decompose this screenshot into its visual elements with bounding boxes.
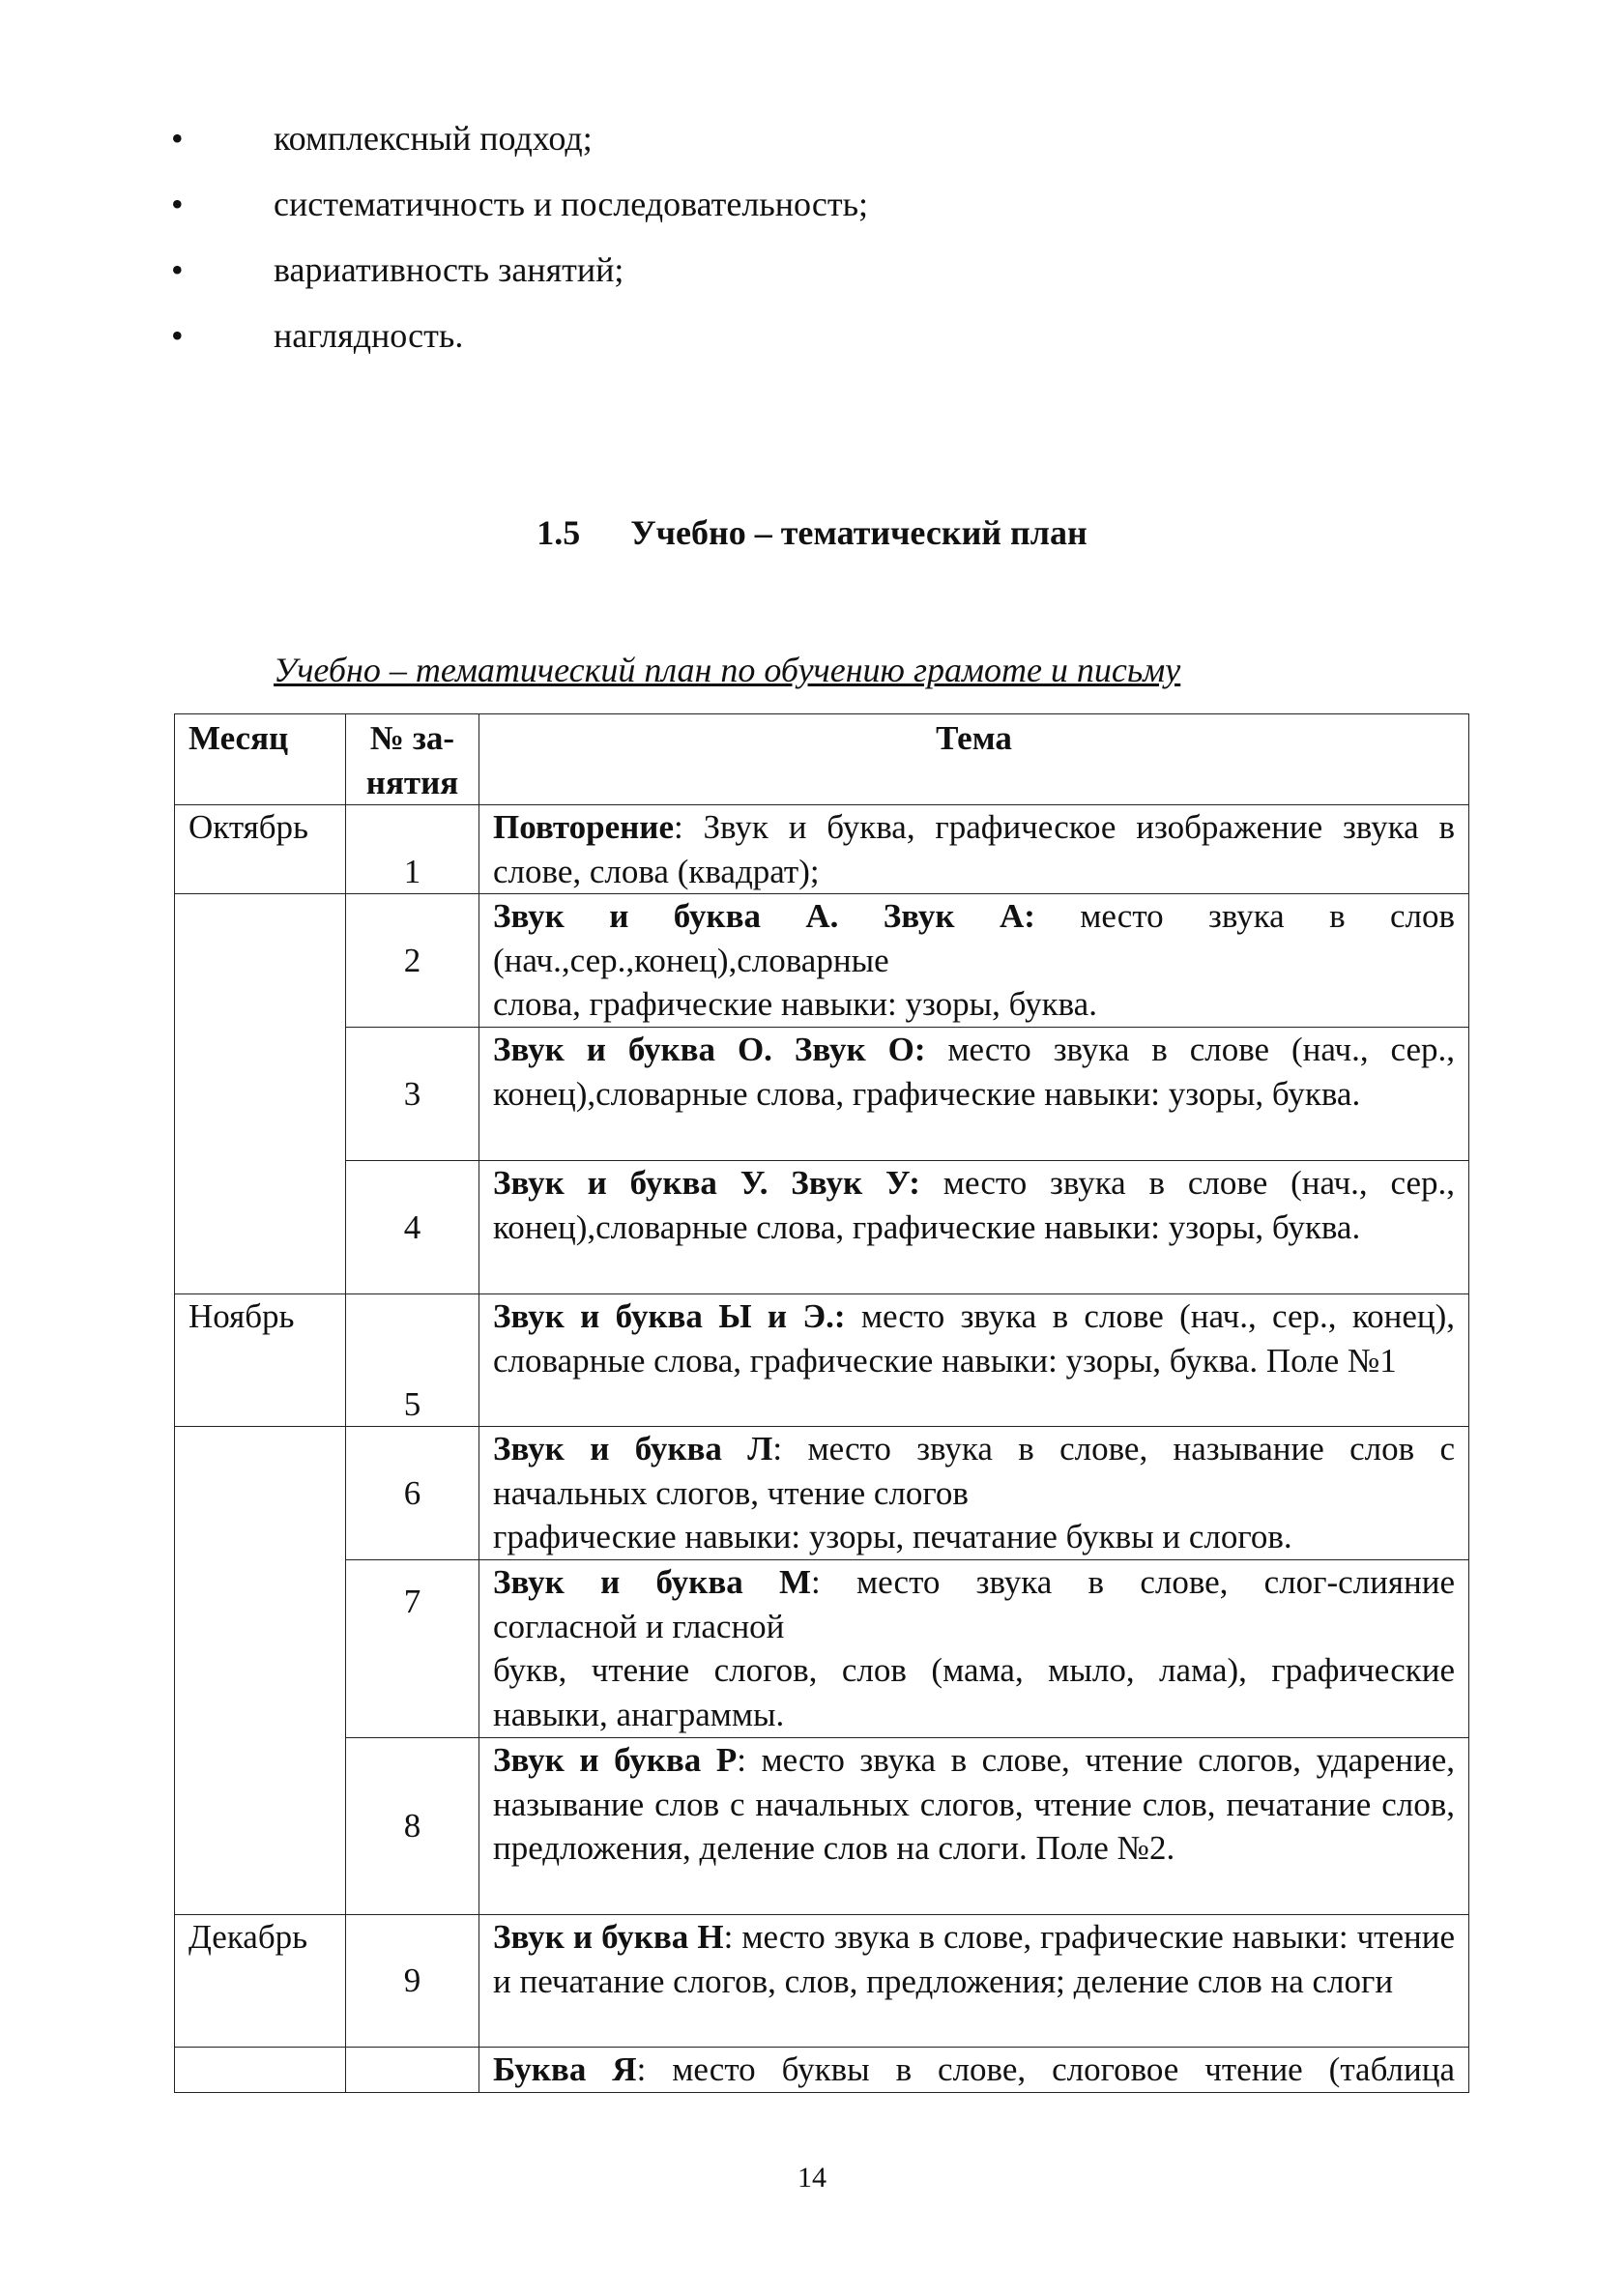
lesson-number: 1 (346, 805, 479, 894)
topic-title: Звук и буква Р (493, 1741, 738, 1779)
table-row (175, 1294, 1469, 1427)
topic-text: место звука в слове (нач., сер., конец),словарные слова, графические навыки: узоры, буква. (493, 1031, 1455, 1113)
topic-title: Звук и буква Л (493, 1430, 773, 1468)
topic-cell (479, 1427, 1469, 1560)
section-number: 1.5 (536, 513, 581, 552)
topic-text: место звука в слов (1034, 897, 1455, 935)
table-row (175, 1560, 1469, 1738)
list-item (171, 311, 868, 377)
topic-cell (479, 2048, 1469, 2093)
topic-title: Звук и буква Ы и Э.: (493, 1297, 846, 1335)
topic-cell (479, 805, 1469, 894)
topic-line: букв, чтение слогов, слов (мама, мыло, лама), графические навыки, анаграммы. (493, 1651, 1455, 1733)
topic-line (493, 1427, 1455, 1471)
topic-line: начальных слогов, чтение слогов (493, 1473, 969, 1512)
topic-cell (479, 1915, 1469, 2048)
header-lesson-number: № за-нятия (346, 714, 479, 805)
table-row (175, 1738, 1469, 1915)
topic-line (493, 1560, 1455, 1605)
topic-cell (479, 1161, 1469, 1294)
list-item-text: систематичность и последовательность; (274, 185, 869, 223)
topic-line: (нач.,сер.,конец),словарные (493, 941, 889, 979)
topic-cell (479, 1560, 1469, 1738)
topic-cell (479, 1294, 1469, 1427)
bullet-icon: • (171, 316, 184, 355)
lesson-number (346, 2048, 479, 2093)
list-item (171, 246, 868, 311)
topic-text: : место звука в слове, называние слов с (772, 1430, 1455, 1468)
header-month: Месяц (175, 714, 346, 805)
lesson-number: 2 (346, 894, 479, 1028)
section-heading (0, 509, 1624, 557)
lesson-number: 5 (346, 1294, 479, 1427)
list-item-text: наглядность. (274, 316, 464, 355)
table-row (175, 894, 1469, 1028)
topic-line: слова, графические навыки: узоры, буква. (493, 985, 1097, 1023)
topic-text: : место звука в слове, чтение слогов, ударение, называние слов с начальных слогов, чтение слов, печатание слов, предложения, деление слов на слоги. Поле №2. (493, 1741, 1455, 1867)
topic-title: Звук и буква О. Звук О: (493, 1031, 926, 1068)
topic-text: : Звук и буква, графическое изображение звука в слове, слова (квадрат); (493, 808, 1455, 890)
thematic-plan-table (174, 713, 1469, 2093)
page-number: 14 (798, 2162, 826, 2194)
month-cell: Ноябрь (175, 1294, 346, 1427)
month-cell: Декабрь (175, 1915, 346, 2048)
topic-title: Звук и буква А. Звук А: (493, 897, 1035, 935)
month-cell (175, 1738, 346, 1915)
month-cell (175, 1028, 346, 1161)
month-cell: Октябрь (175, 805, 346, 894)
topic-line: графические навыки: узоры, печатание буквы и слогов. (493, 1518, 1292, 1555)
topic-text: : место звука в слове, графические навыки: чтение и печатание слогов, слов, предложения; деление слов на слоги (493, 1918, 1455, 2000)
lesson-number: 6 (346, 1427, 479, 1560)
table-header-row (175, 714, 1469, 805)
topic-text: : место буквы в слове, слоговое чтение (таблица (636, 2050, 1455, 2088)
month-cell (175, 2048, 346, 2093)
month-cell (175, 1161, 346, 1294)
table-row (175, 1161, 1469, 1294)
bullet-list (171, 114, 868, 377)
topic-title: Звук и буква У. Звук У: (493, 1164, 920, 1202)
table-row (175, 1028, 1469, 1161)
list-item-text: вариативность занятий; (274, 250, 624, 289)
topic-line (493, 894, 1455, 939)
topic-text: место звука в слове (нач., сер., конец),словарные слова, графические навыки: узоры, буква. (493, 1164, 1456, 1246)
topic-text: место звука в слове (нач., сер., конец), словарные слова, графические навыки: узоры, буква. Поле №1 (493, 1297, 1455, 1380)
topic-title: Буква Я (493, 2050, 637, 2088)
bullet-icon: • (171, 250, 184, 289)
list-item (171, 114, 868, 180)
header-topic: Тема (479, 714, 1469, 805)
list-item-text: комплексный подход; (274, 119, 593, 158)
topic-cell (479, 894, 1469, 1028)
bullet-icon: • (171, 185, 184, 223)
lesson-number: 8 (346, 1738, 479, 1915)
bullet-icon: • (171, 119, 184, 158)
topic-line: согласной и гласной (493, 1607, 785, 1645)
month-cell (175, 1560, 346, 1738)
list-item (171, 180, 868, 246)
topic-text: : место звука в слове, слог-слияние (811, 1563, 1456, 1601)
month-cell (175, 894, 346, 1028)
topic-title: Звук и буква М (493, 1563, 812, 1601)
table-caption: Учебно – тематический план по обучению грамоте и письму (274, 651, 1181, 689)
topic-cell (479, 1738, 1469, 1915)
month-cell (175, 1427, 346, 1560)
lesson-number: 3 (346, 1028, 479, 1161)
table-row (175, 805, 1469, 894)
topic-title: Повторение (493, 808, 674, 846)
lesson-number: 9 (346, 1915, 479, 2048)
table-row (175, 1915, 1469, 2048)
topic-title: Звук и буква Н (493, 1918, 724, 1956)
table-row (175, 2048, 1469, 2093)
topic-cell (479, 1028, 1469, 1161)
lesson-number: 7 (346, 1560, 479, 1738)
lesson-number: 4 (346, 1161, 479, 1294)
table-row (175, 1427, 1469, 1560)
section-title: Учебно – тематический план (630, 513, 1088, 552)
